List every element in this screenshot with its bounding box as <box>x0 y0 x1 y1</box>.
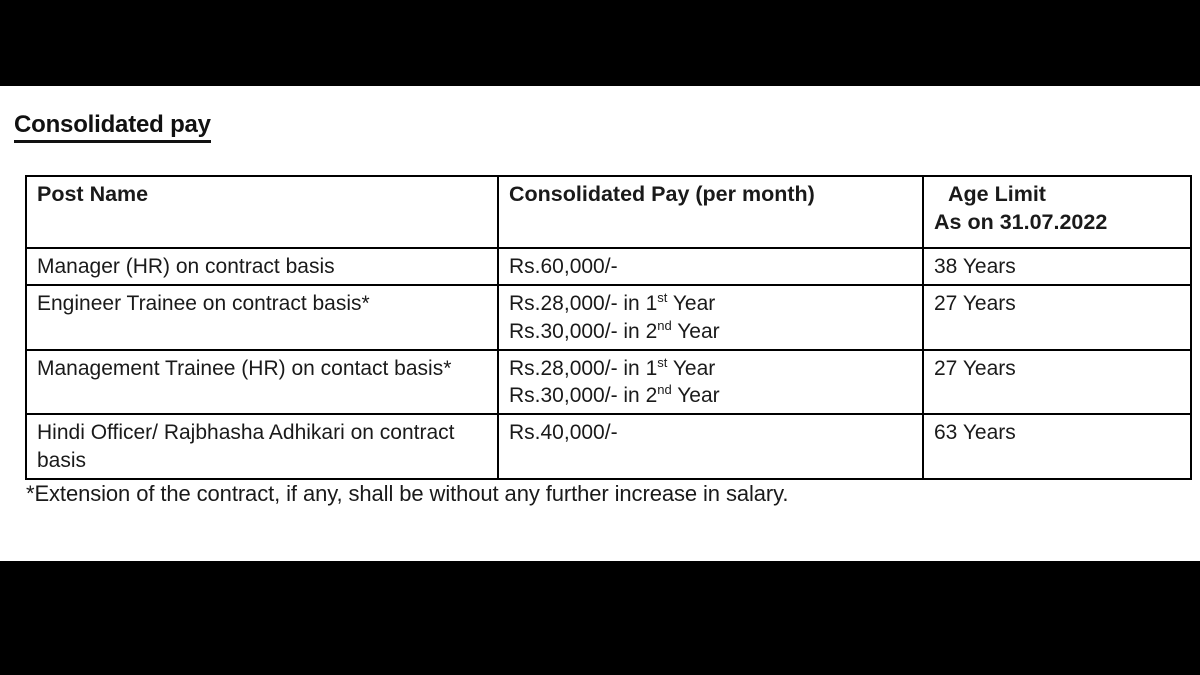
table-body <box>26 248 1191 479</box>
column-header-age-limit <box>923 176 1191 248</box>
cell-consolidated-pay <box>498 285 923 350</box>
cell-consolidated-pay <box>498 248 923 285</box>
column-header-age-limit-line2: As on 31.07.2022 <box>934 209 1108 234</box>
cell-post-name: Manager (HR) on contract basis <box>26 248 498 285</box>
pay-line-2-suffix: Year <box>671 384 720 408</box>
pay-line-1 <box>509 290 922 317</box>
table-footnote: *Extension of the contract, if any, shall be without any further increase in salary. <box>26 481 789 506</box>
pay-line-1-suffix: Year <box>667 292 716 316</box>
cell-post-name: Hindi Officer/ Rajbhasha Adhikari on contract basis <box>26 414 498 479</box>
table-row <box>26 350 1191 415</box>
pay-line-2-ordinal: nd <box>657 317 672 333</box>
cell-age-limit: 27 Years <box>923 350 1191 415</box>
pay-line-2-text: Rs.30,000/- in 2 <box>509 319 658 343</box>
pay-line-1 <box>509 419 922 446</box>
table-header-row <box>26 176 1191 248</box>
pay-line-1-text: Rs.28,000/- in 1 <box>509 292 658 316</box>
cell-consolidated-pay <box>498 414 923 479</box>
letterbox-bar-bottom <box>0 561 1200 675</box>
pay-line-2-text: Rs.30,000/- in 2 <box>509 384 658 408</box>
pay-line-2 <box>509 382 922 409</box>
page-title: Consolidated pay <box>14 112 211 143</box>
pay-line-1-suffix: Year <box>667 356 716 380</box>
pay-line-1-ordinal: st <box>657 290 668 306</box>
table-row <box>26 414 1191 479</box>
pay-line-1-text: Rs.40,000/- <box>509 421 618 445</box>
pay-line-2-ordinal: nd <box>657 382 672 398</box>
cell-age-limit: 63 Years <box>923 414 1191 479</box>
cell-age-limit: 27 Years <box>923 285 1191 350</box>
pay-line-2-suffix: Year <box>671 319 720 343</box>
cell-post-name: Management Trainee (HR) on contact basis* <box>26 350 498 415</box>
cell-consolidated-pay <box>498 350 923 415</box>
document-page <box>0 86 1200 561</box>
pay-line-1-text: Rs.28,000/- in 1 <box>509 356 658 380</box>
cell-age-limit: 38 Years <box>923 248 1191 285</box>
pay-line-1-ordinal: st <box>657 354 668 370</box>
pay-line-1-text: Rs.60,000/- <box>509 255 618 278</box>
table-row <box>26 248 1191 285</box>
consolidated-pay-table <box>25 175 1192 480</box>
pay-line-1 <box>509 355 922 382</box>
pay-line-2 <box>509 318 922 345</box>
column-header-age-limit-line1: Age Limit <box>948 182 1046 206</box>
cell-post-name: Engineer Trainee on contract basis* <box>26 285 498 350</box>
pay-line-1 <box>509 253 922 280</box>
column-header-consolidated-pay: Consolidated Pay (per month) <box>498 176 923 248</box>
table-row <box>26 285 1191 350</box>
column-header-post-name: Post Name <box>26 176 498 248</box>
letterbox-bar-top <box>0 0 1200 86</box>
